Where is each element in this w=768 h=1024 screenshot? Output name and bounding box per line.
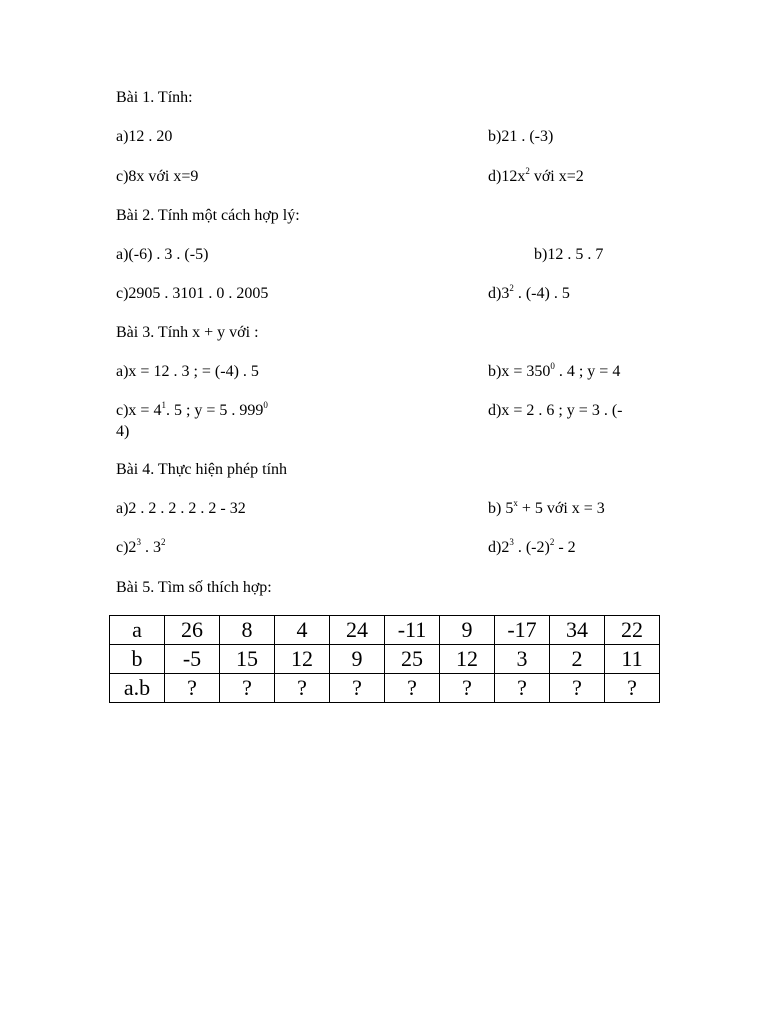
table-cell: -11 (385, 616, 440, 645)
table-cell: -5 (165, 645, 220, 674)
exercise-4-c: $c)2^3$ . $3^2$ (116, 537, 166, 556)
table-cell: 4 (275, 616, 330, 645)
table-cell: ? (275, 674, 330, 703)
table-cell: 3 (495, 645, 550, 674)
table-cell: ? (495, 674, 550, 703)
exercise-4-d: $d)2^3$ . $(-2)^2 - 2$ (488, 537, 576, 556)
exercise-4-title: Bài 4. Thực hiện phép tính (116, 461, 288, 478)
table-cell: 8 (220, 616, 275, 645)
exercise-5-title: Bài 5. Tìm số thích hợp: (116, 579, 272, 596)
exercise-1-b: b)21 . (-3) (488, 128, 554, 145)
exercise-1-c: c)8x với x=9 (116, 168, 199, 185)
table-cell: ? (385, 674, 440, 703)
table-cell: 26 (165, 616, 220, 645)
table-cell: ? (330, 674, 385, 703)
table-cell: 9 (440, 616, 495, 645)
exercise-3-a: a)x = 12 . 3 ; = (-4) . 5 (116, 363, 259, 380)
table-cell: a (110, 616, 165, 645)
exercise-4-a: a)2 . 2 . 2 . 2 . 2 - 32 (116, 500, 246, 517)
table-cell: 15 (220, 645, 275, 674)
table-row-b (110, 645, 660, 674)
table-cell: b (110, 645, 165, 674)
table-row-ab (110, 674, 660, 703)
table-cell: ? (165, 674, 220, 703)
exercise-2-title: Bài 2. Tính một cách hợp lý: (116, 207, 300, 224)
table-cell: 24 (330, 616, 385, 645)
table-cell: 12 (440, 645, 495, 674)
exercise-3-d-continuation: 4) (116, 423, 130, 440)
exercise-3-b: $b)x = 350^0$ . 4 ; y = 4 (488, 361, 621, 380)
exercise-4-b: b) $5^x + 5$ với x = 3 (488, 498, 605, 517)
exercise-3-title: Bài 3. Tính x + y với : (116, 324, 259, 341)
table-cell: 25 (385, 645, 440, 674)
exercise-3-c: $c)x = 4^1$. 5 ; y = 5 . $999^0$ (116, 400, 268, 419)
exercise-1-d: $d)12x^2$ với x=2 (488, 166, 584, 185)
exercise-3-d: d)x = 2 . 6 ; y = 3 . (- (488, 402, 623, 419)
table-cell: 34 (550, 616, 605, 645)
table-cell: 2 (550, 645, 605, 674)
table-cell: 9 (330, 645, 385, 674)
table-cell: ? (605, 674, 660, 703)
exercise-2-a: a)(-6) . 3 . (-5) (116, 246, 209, 263)
exercise-2-c: c)2905 . 3101 . 0 . 2005 (116, 285, 269, 302)
table-cell: ? (550, 674, 605, 703)
table-cell: ? (220, 674, 275, 703)
exercise-1-title: Bài 1. Tính: (116, 89, 193, 106)
table-cell: 11 (605, 645, 660, 674)
table-row-a (110, 616, 660, 645)
table-cell: 12 (275, 645, 330, 674)
table-cell: ? (440, 674, 495, 703)
exercise-1-a: a)12 . 20 (116, 128, 173, 145)
product-table (109, 615, 660, 703)
exercise-2-d: $d)3^2$ . (-4) . 5 (488, 283, 570, 302)
exercise-2-b: b)12 . 5 . 7 (534, 246, 604, 263)
table-cell: 22 (605, 616, 660, 645)
table-cell: -17 (495, 616, 550, 645)
table-cell: a.b (110, 674, 165, 703)
